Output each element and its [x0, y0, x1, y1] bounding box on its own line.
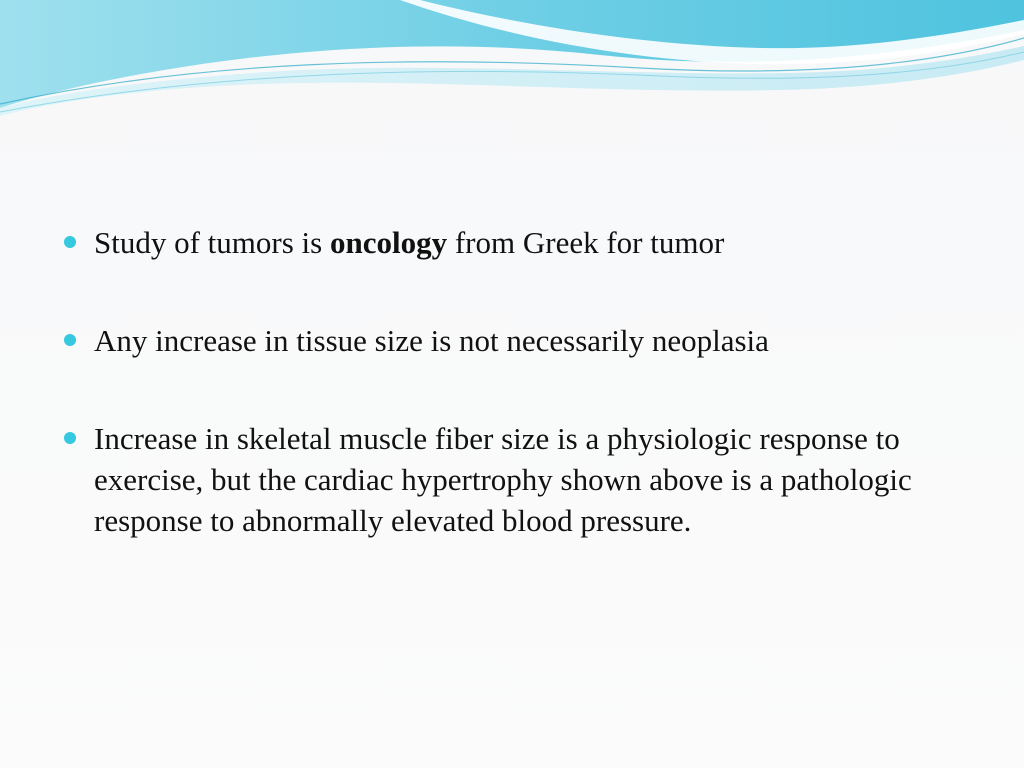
bullet-text-before: Study of tumors is [94, 225, 330, 260]
bullet-text-after: from Greek for tumor [447, 225, 725, 260]
bullet-icon [64, 432, 76, 444]
bullet-item-tissue-size [64, 320, 944, 361]
bullet-icon [64, 236, 76, 248]
bullet-icon [64, 334, 76, 346]
bullet-item-oncology [64, 222, 944, 263]
bullet-emphasis: oncology [329, 225, 448, 260]
bullet-text: Any increase in tissue size is not necessarily neoplasia [94, 323, 769, 358]
bullet-item-muscle-fiber [64, 418, 944, 541]
slide-body [64, 222, 944, 541]
bullet-text: Increase in skeletal muscle fiber size is a physiologic response to exercise, but the cardiac hypertrophy shown above is a pathologic response to abnormally elevated blood pressure. [94, 421, 912, 538]
header-wave-decoration [0, 0, 1024, 130]
